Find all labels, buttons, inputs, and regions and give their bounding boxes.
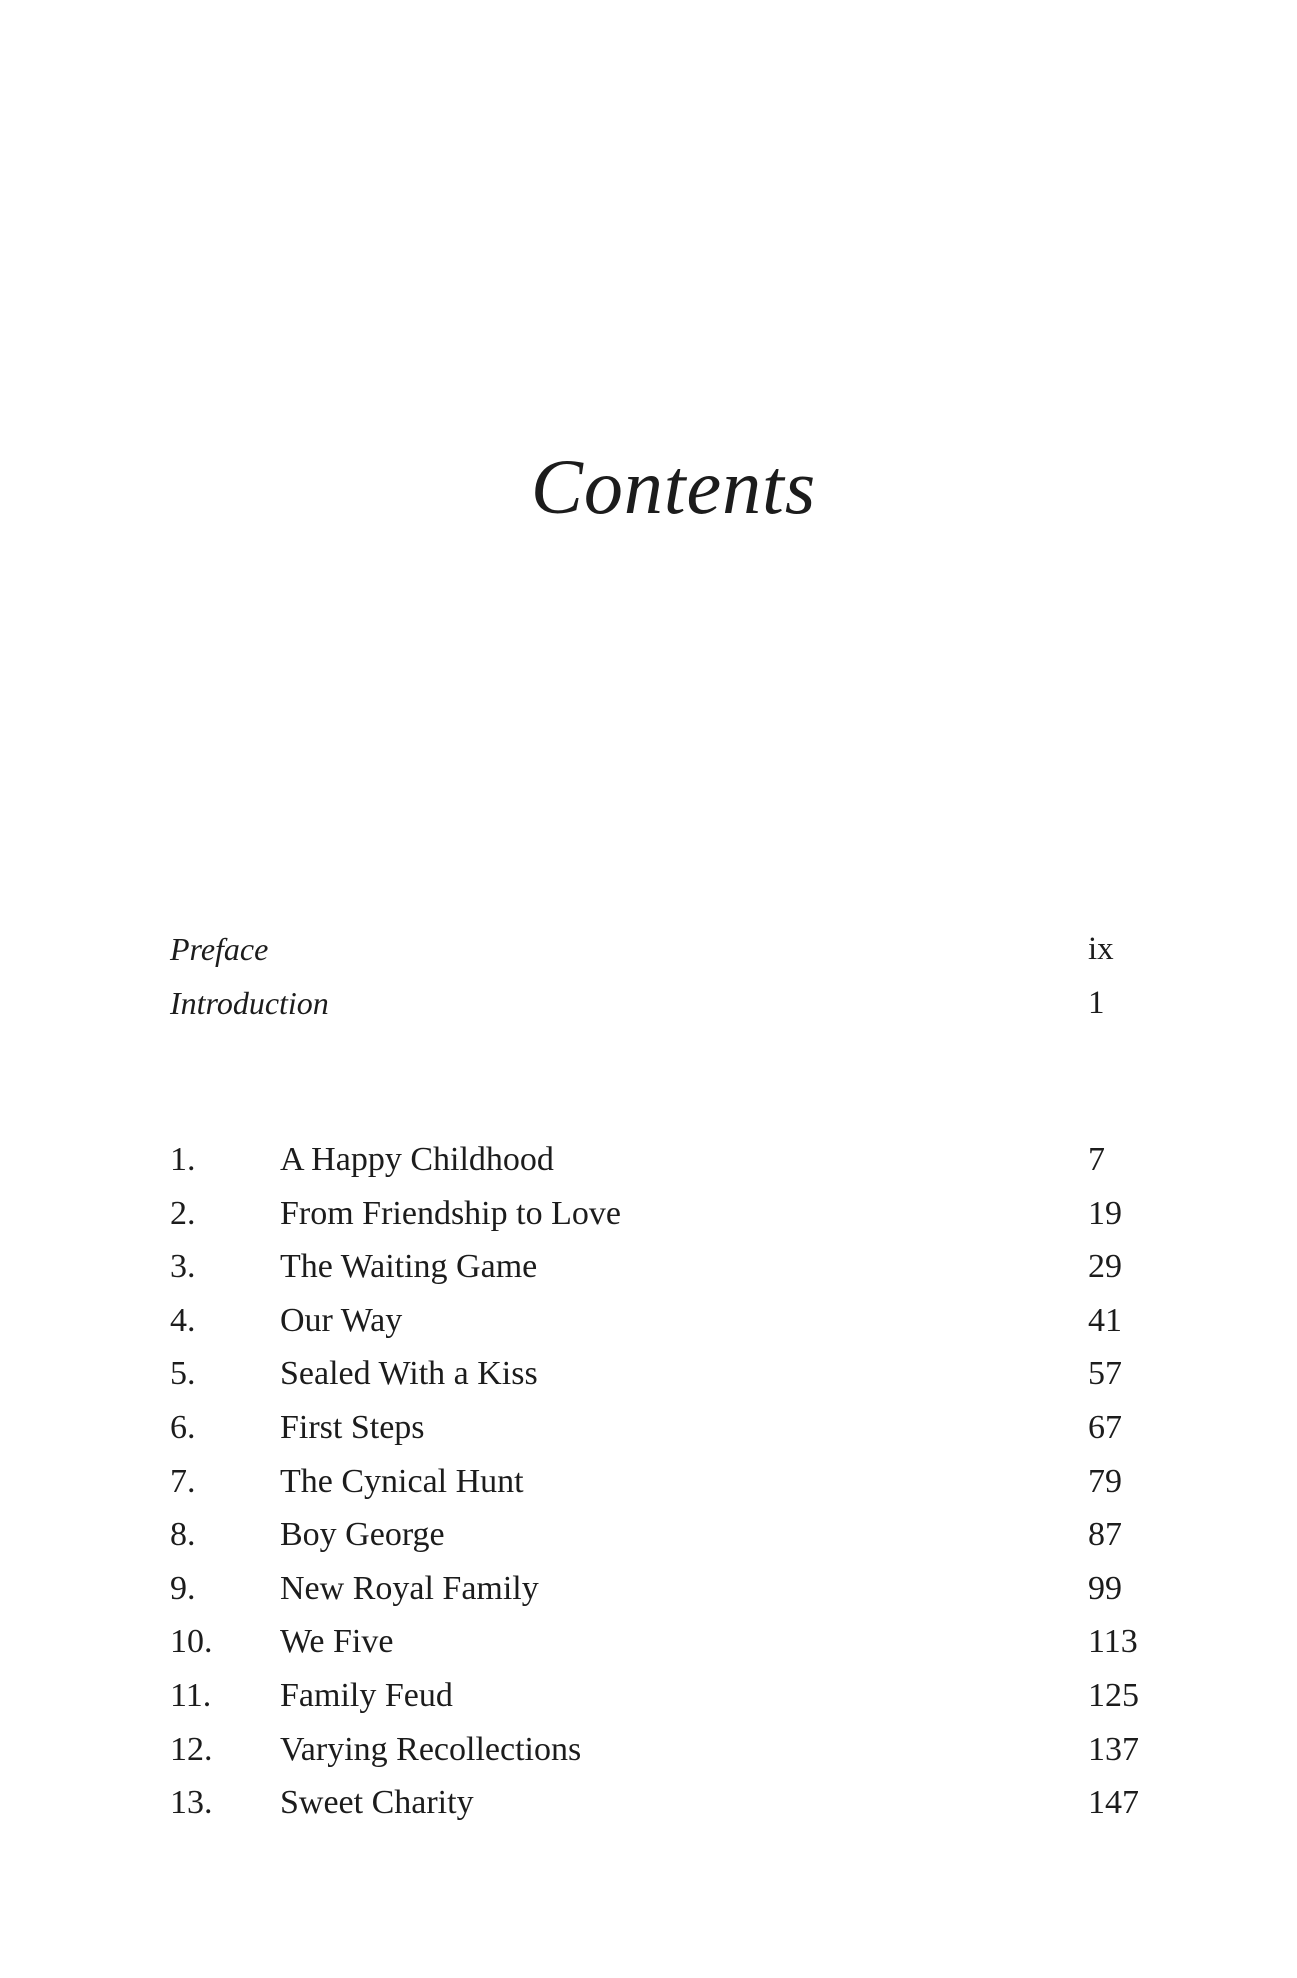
chapter-number: 5.: [170, 1355, 196, 1393]
chapter-number: 12.: [170, 1730, 213, 1768]
chapter-number: 7.: [170, 1462, 196, 1500]
chapter-item: [0, 1669, 1297, 1723]
chapter-item: [0, 1294, 1297, 1348]
chapter-number: 8.: [170, 1516, 196, 1554]
chapter-item: [0, 1455, 1297, 1509]
front-matter-list: [0, 922, 1297, 1030]
chapter-item: [0, 1723, 1297, 1777]
chapter-title: Sweet Charity: [280, 1784, 474, 1822]
chapter-page-number: 79: [1088, 1462, 1122, 1500]
chapter-item: [0, 1615, 1297, 1669]
front-matter-page-number: 1: [1088, 985, 1105, 1021]
front-matter-item: [0, 976, 1297, 1030]
chapter-page-number: 41: [1088, 1301, 1122, 1339]
chapter-number: 1.: [170, 1141, 196, 1178]
chapter-number: 6.: [170, 1408, 196, 1446]
chapter-item: [0, 1187, 1297, 1241]
chapter-title: Family Feud: [280, 1676, 453, 1714]
chapter-page-number: 87: [1088, 1516, 1122, 1554]
chapter-item: [0, 1133, 1297, 1187]
chapter-page-number: 147: [1088, 1784, 1139, 1822]
chapter-title: We Five: [280, 1623, 394, 1661]
chapter-item: [0, 1508, 1297, 1562]
chapter-page-number: 125: [1088, 1676, 1139, 1714]
chapter-page-number: 29: [1088, 1248, 1122, 1286]
chapter-number: 10.: [170, 1623, 213, 1661]
chapter-number: 13.: [170, 1784, 213, 1822]
chapter-item: [0, 1776, 1297, 1830]
chapter-title: The Waiting Game: [280, 1248, 538, 1286]
chapter-item: [0, 1347, 1297, 1401]
chapter-title: The Cynical Hunt: [280, 1462, 524, 1500]
chapter-page-number: 7: [1088, 1141, 1105, 1178]
chapter-page-number: 113: [1088, 1623, 1138, 1661]
chapter-page-number: 19: [1088, 1194, 1122, 1232]
chapter-title: New Royal Family: [280, 1569, 539, 1607]
chapter-title: Sealed With a Kiss: [280, 1355, 538, 1393]
chapter-number: 4.: [170, 1301, 196, 1339]
chapter-number: 9.: [170, 1569, 196, 1607]
front-matter-label: Introduction: [170, 985, 329, 1021]
chapter-title: A Happy Childhood: [280, 1141, 554, 1178]
chapter-item: [0, 1240, 1297, 1294]
chapter-title: Varying Recollections: [280, 1730, 582, 1768]
chapter-title: Boy George: [280, 1516, 445, 1554]
chapter-item: [0, 1401, 1297, 1455]
chapter-title: Our Way: [280, 1301, 403, 1339]
chapter-number: 2.: [170, 1194, 196, 1232]
front-matter-label: Preface: [170, 931, 269, 967]
chapter-list: [0, 1133, 1297, 1830]
front-matter-item: [0, 922, 1297, 976]
chapter-page-number: 99: [1088, 1569, 1122, 1607]
front-matter-page-number: ix: [1088, 931, 1114, 967]
chapter-number: 11.: [170, 1676, 212, 1714]
chapter-title: From Friendship to Love: [280, 1194, 621, 1232]
chapter-title: First Steps: [280, 1408, 425, 1446]
chapter-item: [0, 1562, 1297, 1616]
chapter-page-number: 67: [1088, 1408, 1122, 1446]
chapter-number: 3.: [170, 1248, 196, 1286]
chapter-page-number: 137: [1088, 1730, 1139, 1768]
chapter-page-number: 57: [1088, 1355, 1122, 1393]
page-title: Contents: [530, 443, 817, 530]
